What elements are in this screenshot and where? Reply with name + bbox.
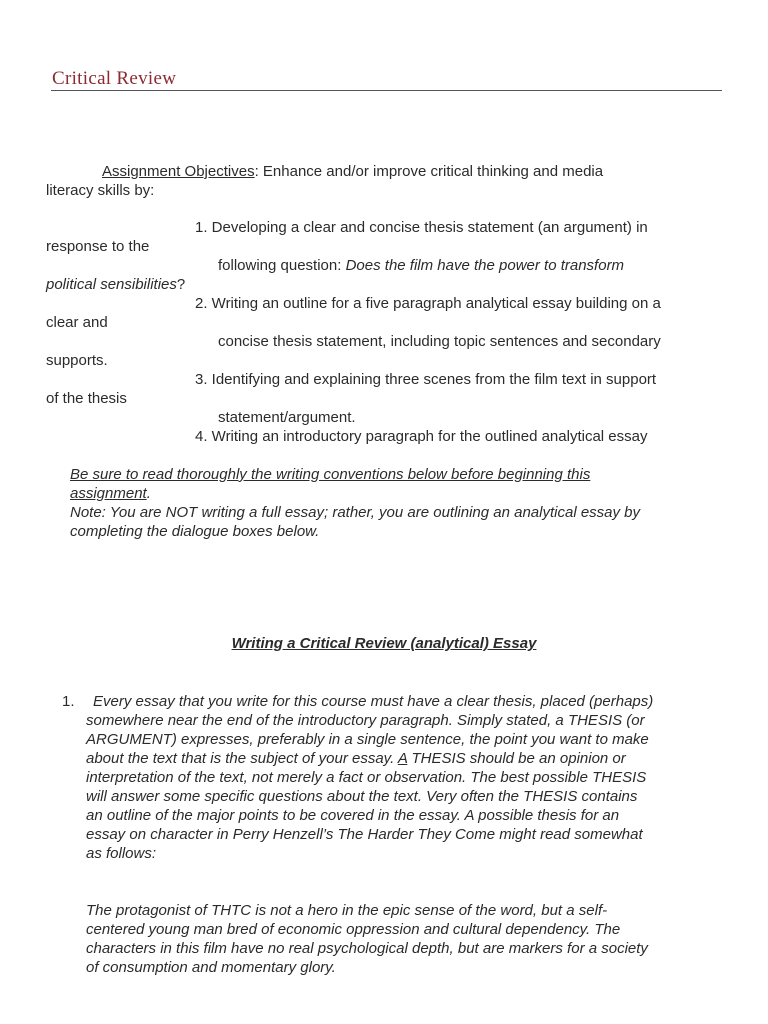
question-lead: following question: [218,257,346,274]
question-text-cont: political sensibilities [46,276,177,293]
section-heading: Writing a Critical Review (analytical) Essay [231,635,537,652]
paragraph-line: an outline of the major points to be covered in the essay. A possible thesis for an [86,807,620,824]
example-line: of consumption and momentary glory. [86,959,336,976]
objectives-intro-text: : Enhance and/or improve critical thinking and media [254,163,604,180]
header-divider [51,90,722,91]
example-line: centered young man bred of economic oppression and cultural dependency. The [86,921,621,938]
paragraph-line: somewhere near the end of the introductory paragraph. Simply stated, a THESIS (or [86,712,645,729]
objective-item-1-question [218,256,624,275]
objective-item-3: 3. Identifying and explaining three scenes from the film text in support [195,371,657,388]
note-line-3: Note: You are NOT writing a full essay; rather, you are outlining an analytical essay by [70,504,641,521]
objectives-label: Assignment Objectives [102,163,255,180]
objective-item-1-cont: response to the [46,238,150,255]
paragraph-line: Every essay that you write for this course must have a clear thesis, placed (perhaps) [93,693,654,710]
paragraph-line-start: about the text that is the subject of your essay. [86,750,398,767]
objective-item-3-cont: of the thesis [46,390,127,407]
list-item-number: 1. [62,693,75,710]
question-text: Does the film have the power to transform [345,257,625,274]
example-line: characters in this film have no real psychological depth, but are markers for a society [86,940,648,957]
note-line-2 [70,484,730,503]
paragraph-line [86,749,653,768]
objective-item-2-cont: clear and [46,314,108,331]
page-title: Critical Review [52,68,177,89]
objective-item-2-cont-3: supports. [46,352,108,369]
instructions-note [70,465,730,541]
objective-item-3-cont-2: statement/argument. [218,409,356,426]
paragraph-line-end: THESIS should be an opinion or [407,750,626,767]
paragraph-underlined-a: A [397,750,408,767]
paragraph-line: ARGUMENT) expresses, preferably in a single sentence, the point you want to make [86,731,649,748]
note-line-1: Be sure to read thoroughly the writing conventions below before beginning this [70,466,591,483]
objective-item-4: 4. Writing an introductory paragraph for the outlined analytical essay [195,428,648,445]
note-line-2-underlined: assignment [70,485,147,502]
objective-item-1: 1. Developing a clear and concise thesis statement (an argument) in [195,219,648,236]
thesis-paragraph [86,692,653,863]
note-line-2-end: . [146,485,151,502]
paragraph-line: essay on character in Perry Henzell’s The Harder They Come might read somewhat [86,826,643,843]
objective-item-1-question-cont [46,275,185,294]
objective-item-2: 2. Writing an outline for a five paragraph analytical essay building on a [195,295,661,312]
paragraph-line: interpretation of the text, not merely a fact or observation. The best possible THESIS [86,769,647,786]
note-line-4: completing the dialogue boxes below. [70,523,320,540]
example-thesis [86,901,648,977]
objective-item-2-cont-2: concise thesis statement, including topic sentences and secondary [218,333,661,350]
example-line: The protagonist of THTC is not a hero in the epic sense of the word, but a self- [86,902,608,919]
paragraph-line: as follows: [86,845,157,862]
question-mark: ? [176,276,186,293]
paragraph-line: will answer some specific questions about the text. Very often the THESIS contains [86,788,638,805]
objectives-intro-line [102,162,603,181]
objectives-intro-line-2: literacy skills by: [46,182,155,199]
